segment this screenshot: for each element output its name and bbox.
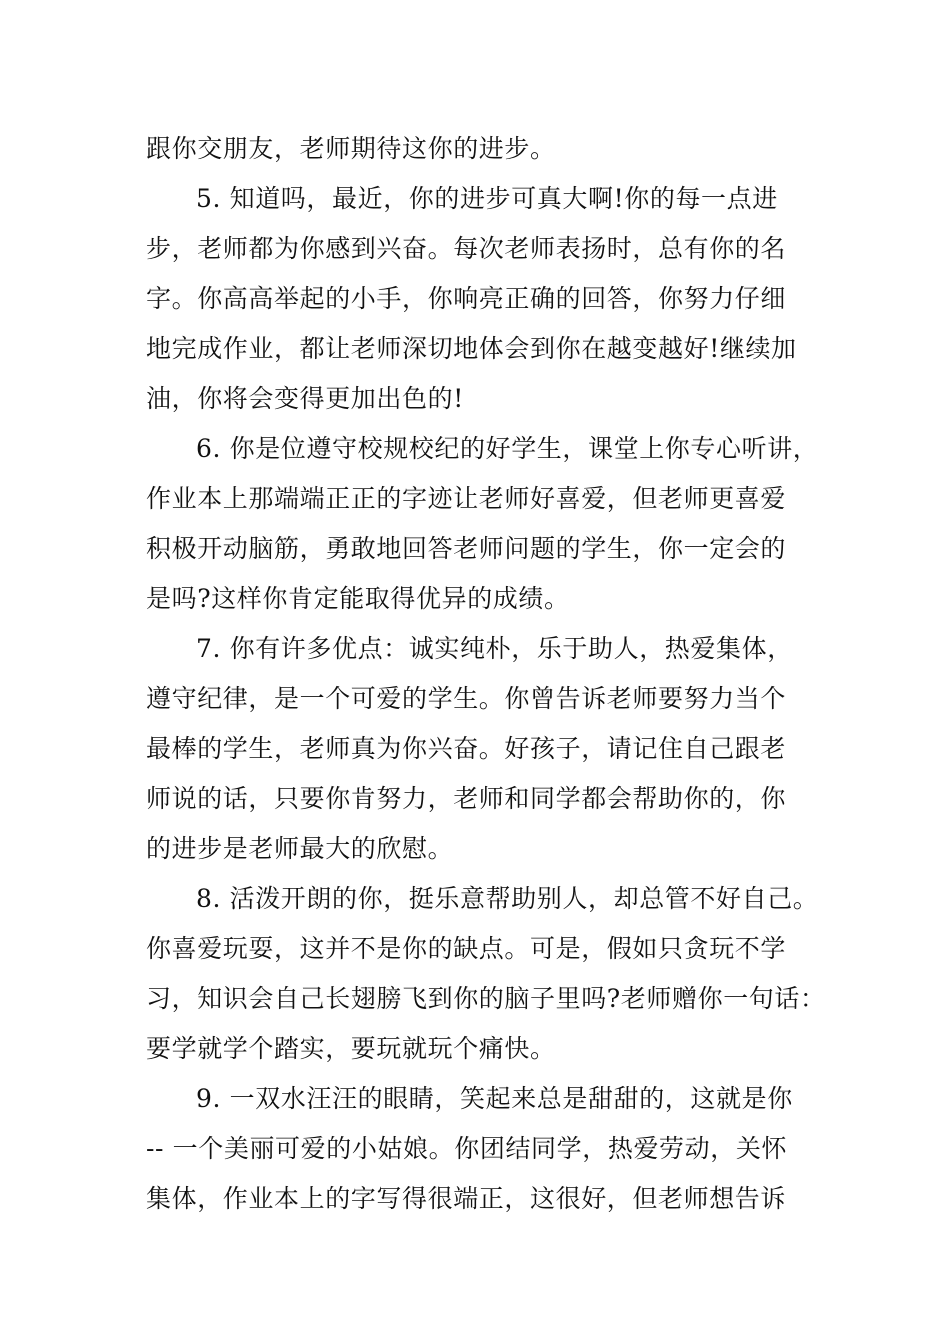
text-line: 跟你交朋友，老师期待这你的进步。: [146, 134, 556, 163]
text-line: 9. 一双水汪汪的眼睛，笑起来总是甜甜的，这就是你: [196, 1084, 793, 1113]
text-line: 遵守纪律，是一个可爱的学生。你曾告诉老师要努力当个: [146, 684, 787, 713]
text-line: 师说的话，只要你肯努力，老师和同学都会帮助你的，你: [146, 784, 787, 813]
text-line: 你喜爱玩耍，这并不是你的缺点。可是，假如只贪玩不学: [146, 934, 787, 963]
text-line: 是吗?这样你肯定能取得优异的成绩。: [146, 584, 570, 613]
text-line: 集体，作业本上的字写得很端正，这很好，但老师想告诉: [146, 1184, 787, 1213]
text-line: 8. 活泼开朗的你，挺乐意帮助别人，却总管不好自己。: [196, 884, 819, 913]
text-line: 作业本上那端端正正的字迹让老师好喜爱，但老师更喜爱: [146, 484, 787, 513]
text-line: 积极开动脑筋，勇敢地回答老师问题的学生，你一定会的: [146, 534, 787, 563]
text-line: 步，老师都为你感到兴奋。每次老师表扬时，总有你的名: [146, 234, 787, 263]
text-line: 地完成作业，都让老师深切地体会到你在越变越好!继续加: [146, 334, 797, 363]
text-line: 6. 你是位遵守校规校纪的好学生，课堂上你专心听讲，: [196, 434, 819, 463]
text-line: 5. 知道吗，最近，你的进步可真大啊!你的每一点进: [196, 184, 778, 213]
text-line: 字。你高高举起的小手，你响亮正确的回答，你努力仔细: [146, 284, 787, 313]
text-line: 7. 你有许多优点：诚实纯朴，乐于助人，热爱集体，: [196, 634, 793, 663]
text-line: 的进步是老师最大的欣慰。: [146, 834, 454, 863]
text-line: 习，知识会自己长翅膀飞到你的脑子里吗?老师赠你一句话：: [146, 984, 826, 1013]
text-line: 油，你将会变得更加出色的!: [146, 384, 464, 413]
text-line: -- 一个美丽可爱的小姑娘。你团结同学，热爱劳动，关怀: [146, 1134, 788, 1163]
text-line: 要学就学个踏实，要玩就玩个痛快。: [146, 1034, 556, 1063]
text-line: 最棒的学生，老师真为你兴奋。好孩子，请记住自己跟老: [146, 734, 787, 763]
